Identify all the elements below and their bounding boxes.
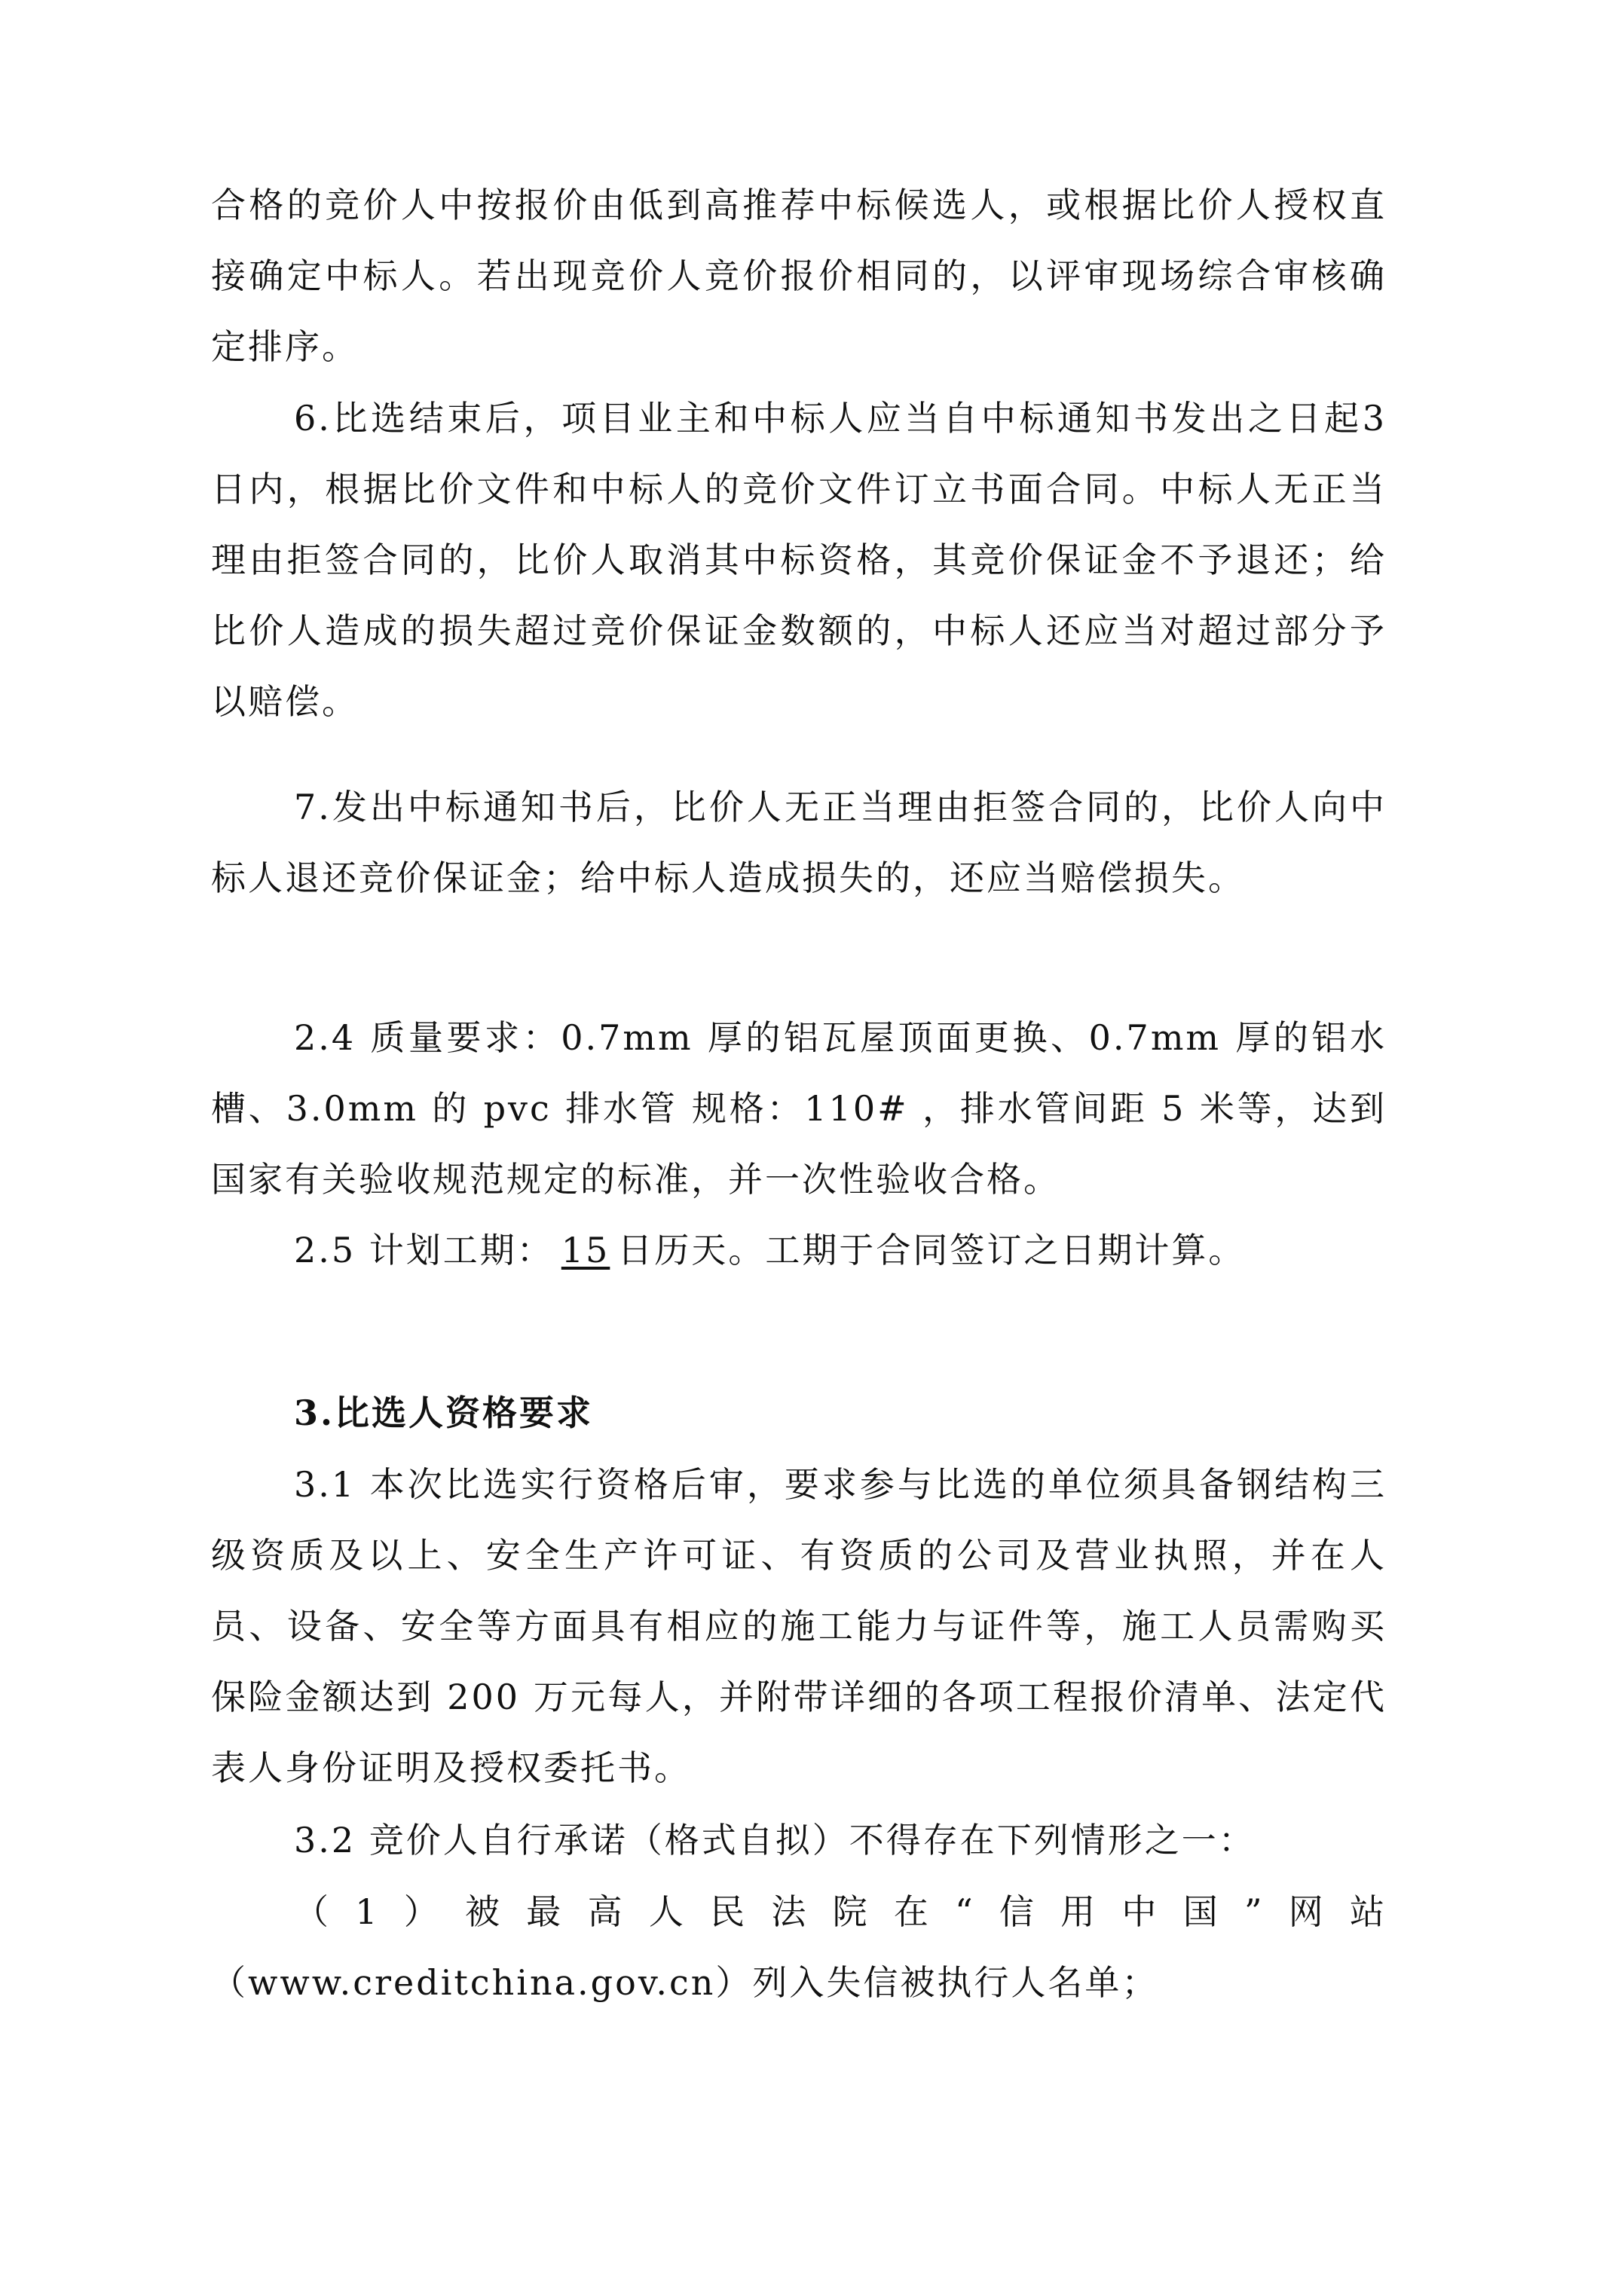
paragraph-schedule	[211, 1215, 1387, 1286]
schedule-label: 2.5 计划工期：	[294, 1230, 554, 1270]
section-heading-qualifications: 3.比选人资格要求	[294, 1393, 594, 1433]
paragraph-qualification-review: 3.1 本次比选实行资格后审，要求参与比选的单位须具备钢结构三级资质及以上、安全生产许可证、有资质的公司及营业执照，并在人员、设备、安全等方面具有相应的施工能力与证件等，施工人员需购买保险金额达到 200 万元每人，并附带详细的各项工程报价清单、法定代表人身份证明及授权委托书。	[211, 1464, 1387, 1788]
paragraph-credit-blacklist: （1）被最高人民法院在“信用中国”网站（www.creditchina.gov.cn）列入失信被执行人名单；	[211, 1891, 1387, 2003]
paragraph-quality-requirements: 2.4 质量要求：0.7mm 厚的铝瓦屋顶面更换、0.7mm 厚的铝水槽、3.0mm 的 pvc 排水管 规格：110# ，排水管间距 5 米等，达到国家有关验收规范规定的标准，并一次性验收合格。	[211, 1017, 1387, 1200]
paragraph-commitment: 3.2 竞价人自行承诺（格式自拟）不得存在下列情形之一：	[294, 1820, 1256, 1860]
paragraph-item-7: 7.发出中标通知书后，比价人无正当理由拒签合同的，比价人向中标人退还竞价保证金；给中标人造成损失的，还应当赔偿损失。	[211, 787, 1387, 898]
schedule-suffix: 日历天。工期于合同签订之日期计算。	[617, 1230, 1246, 1270]
paragraph-item-6: 6.比选结束后，项目业主和中标人应当自中标通知书发出之日起3日内，根据比价文件和中标人的竞价文件订立书面合同。中标人无正当理由拒签合同的，比价人取消其中标资格，其竞价保证金不予退还；给比价人造成的损失超过竞价保证金数额的，中标人还应当对超过部分予以赔偿。	[211, 398, 1387, 722]
schedule-days: 15	[561, 1230, 610, 1270]
paragraph-ranking: 合格的竞价人中按报价由低到高推荐中标候选人，或根据比价人授权直接确定中标人。若出现竞价人竞价报价相同的，以评审现场综合审核确定排序。	[211, 185, 1387, 367]
